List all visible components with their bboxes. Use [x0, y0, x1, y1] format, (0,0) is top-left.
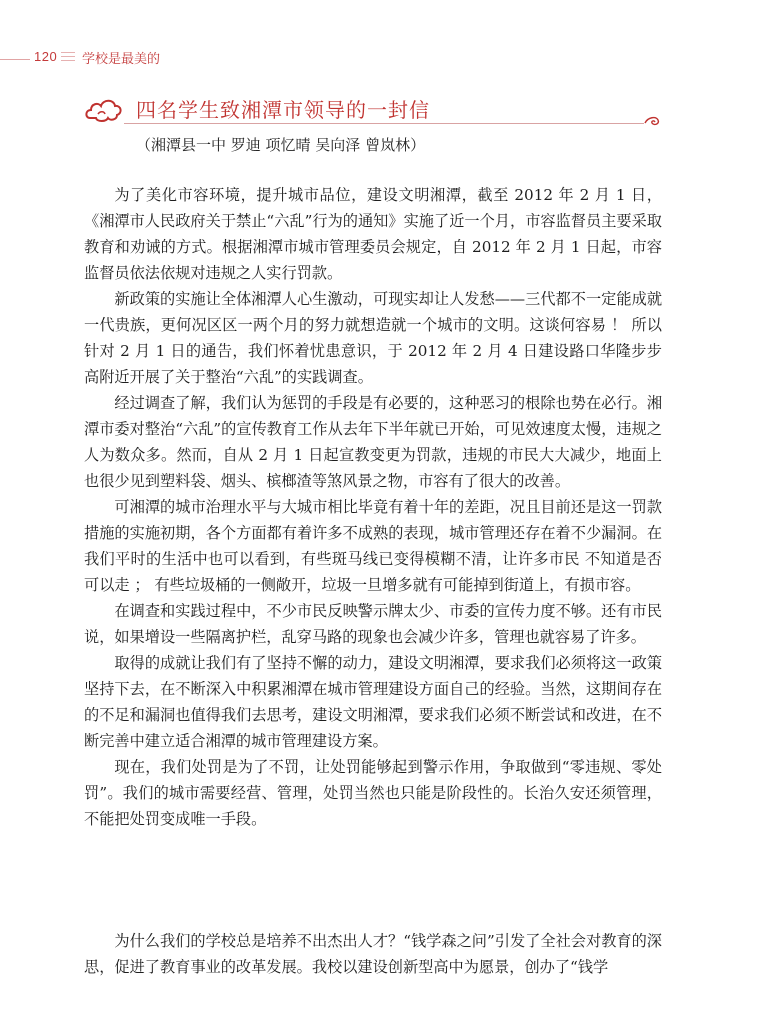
- paragraph: 经过调查了解，我们认为惩罚的手段是有必要的，这种恶习的根除也势在必行。湘潭市委对整治“六乱”的宣传教育工作从去年下半年就已开始，可见效速度太慢，违规之人为数众多。然而，自从 2 月 1 日起宣教变更为罚款，违规的市民大大减少，地面上也很少见到塑料袋、烟头、槟榔渣等煞风景之物，市容有了很大的改善。: [84, 394, 662, 490]
- header-separator-icon: [61, 52, 75, 65]
- book-title: 学校是最美的: [82, 52, 161, 67]
- paragraph: 取得的成就让我们有了坚持不懈的动力，建设文明湘潭，要求我们必须将这一政策坚持下去，在不断深入中积累湘潭在城市管理建设方面自己的经验。当然，这期间存在的不足和漏洞也值得我们去思考，建设文明湘潭，要求我们必须不断尝试和改进，在不断完善中建立适合湘潭的城市管理建设方案。: [84, 654, 662, 750]
- paragraph: 可湘潭的城市治理水平与大城市相比毕竟有着十年的差距，况且目前还是这一罚款措施的实施初期，各个方面都有着许多不成熟的表现，城市管理还存在着不少漏洞。在我们平时的生活中也可以看到，有些斑马线已变得模糊不清，让许多市民 不知道是否可以走 ； 有些垃圾桶的一侧敞开，垃圾一旦增多就有可能掉到街道上，有损市容。: [84, 498, 662, 594]
- swirl-ornament-icon: [644, 114, 662, 128]
- article-title: 四名学生致湘潭市领导的一封信: [136, 98, 430, 122]
- next-article-body: [84, 928, 662, 980]
- paragraph: 为什么我们的学校总是培养不出杰出人才？“钱学森之问”引发了全社会对教育的深思，促进了教育事业的改革发展。我校以建设创新型高中为愿景，创办了“钱学: [84, 932, 662, 976]
- article-body: [84, 182, 662, 832]
- byline: （湘潭县一中 罗迪 项忆晴 吴向泽 曾岚林）: [136, 136, 426, 154]
- title-rule: [124, 123, 644, 124]
- paragraph: 在调查和实践过程中，不少市民反映警示牌太少、市委的宣传力度不够。还有市民说，如果增设一些隔离护栏，乱穿马路的现象也会减少许多，管理也就容易了许多。: [84, 602, 662, 646]
- paragraph: 新政策的实施让全体湘潭人心生激动，可现实却让人发愁——三代都不一定能成就一代贵族，更何况区区一两个月的努力就想造就一个城市的文明。这谈何容易 ！ 所以针对 2 月 1 日的通告，我们怀着忧患意识，于 2012 年 2 月 4 日建设路口华隆步步高附近开展了关于整治“六乱”的实践调查。: [84, 290, 662, 386]
- paragraph: 现在，我们处罚是为了不罚，让处罚能够起到警示作用，争取做到“零违规、零处罚”。我们的城市需要经营、管理，处罚当然也只能是阶段性的。长治久安还须管理，不能把处罚变成唯一手段。: [84, 758, 662, 828]
- header-rule: [0, 59, 30, 60]
- paragraph: 为了美化市容环境，提升城市品位，建设文明湘潭，截至 2012 年 2 月 1 日，《湘潭市人民政府关于禁止“六乱”行为的通知》实施了近一个月，市容监督员主要采取教育和劝诫的方式。根据湘潭市城市管理委员会规定，自 2012 年 2 月 1 日起，市容监督员依法依规对违规之人实行罚款。: [84, 186, 662, 282]
- cloud-ornament-icon: [84, 96, 124, 124]
- running-header: [0, 48, 768, 68]
- page-number: 120: [34, 49, 58, 64]
